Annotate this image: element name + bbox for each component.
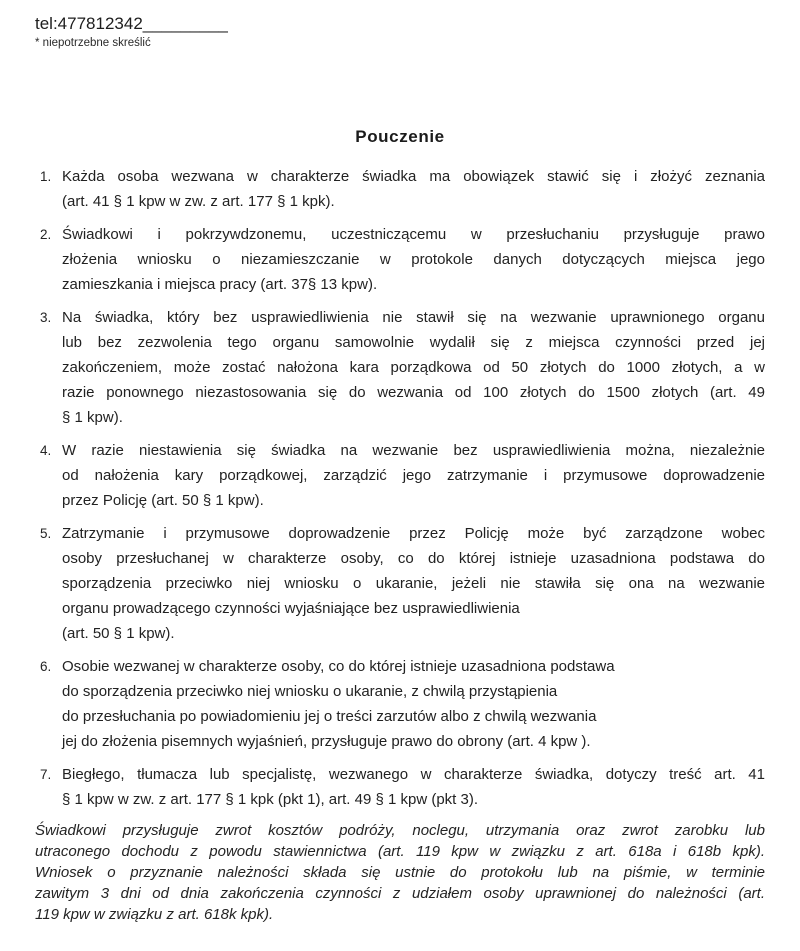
item-line: § 1 kpw).: [62, 409, 123, 426]
item-body: [62, 305, 765, 430]
list-item-7: [40, 762, 765, 812]
item-line: zamieszkania i miejsca pracy (art. 37§ 13 kpw).: [62, 276, 378, 293]
item-line: razie ponownego niezastosowania się do wezwania od 100 złotych do 1500 złotych (art. 49: [62, 384, 765, 401]
list-item-2: [40, 222, 765, 297]
item-number: 3.: [40, 310, 52, 325]
item-line: Biegłego, tłumacza lub specjalistę, wezwanego w charakterze świadka, dotyczy treść art. 41: [62, 766, 765, 783]
strike-footnote: * niepotrzebne skreślić: [35, 37, 151, 49]
item-line: Osobie wezwanej w charakterze osoby, co do której istnieje uzasadniona podstawa: [62, 658, 615, 675]
item-line: do sporządzenia przeciwko niej wniosku o ukaranie, z chwilą przystąpienia: [62, 683, 558, 700]
item-number: 1.: [40, 169, 52, 184]
item-line: (art. 41 § 1 kpw w zw. z art. 177 § 1 kpk).: [62, 193, 335, 210]
footer-line: Świadkowi przysługuje zwrot kosztów podróży, noclegu, utrzymania oraz zwrot zarobku lub: [35, 822, 765, 839]
tel-line: tel:477812342_________: [35, 14, 228, 33]
item-body: [62, 521, 765, 646]
item-line: złożenia wniosku o niezamieszczanie w protokole danych dotyczących miejsca jego: [62, 251, 765, 268]
item-line: Na świadka, który bez usprawiedliwienia nie stawił się na wezwanie uprawnionego organu: [62, 309, 765, 326]
footer-line: Wniosek o przyznanie należności składa się ustnie do protokołu lub na piśmie, w terminie: [35, 864, 765, 881]
item-body: [62, 654, 765, 754]
item-number: 2.: [40, 227, 52, 242]
list-item-6: [40, 654, 765, 754]
list-item-4: [40, 438, 765, 513]
footer-line: utraconego dochodu z powodu stawiennictwa (art. 119 kpw w związku z art. 618a i 618b kpk).: [35, 843, 765, 860]
footer-paragraph: [35, 820, 765, 925]
item-line: do przesłuchania po powiadomieniu jej o treści zarzutów albo z chwilą wezwania: [62, 708, 597, 725]
item-line: § 1 kpw w zw. z art. 177 § 1 kpk (pkt 1), art. 49 § 1 kpw (pkt 3).: [62, 791, 479, 808]
item-number: 4.: [40, 443, 52, 458]
page-title: Pouczenie: [355, 127, 445, 146]
list-item-1: [40, 164, 765, 214]
item-body: [62, 438, 765, 513]
item-line: Świadkowi i pokrzywdzonemu, uczestniczącemu w przesłuchaniu przysługuje prawo: [62, 226, 765, 243]
item-body: [62, 222, 765, 297]
item-body: [62, 164, 765, 214]
item-body: [62, 762, 765, 812]
footer-line: zawitym 3 dni od dnia zakończenia czynności z udziałem osoby uprawnionej do należności (art.: [35, 885, 765, 902]
list-item-3: [40, 305, 765, 430]
list-item-5: [40, 521, 765, 646]
item-line: W razie niestawienia się świadka na wezwanie bez usprawiedliwienia można, niezależnie: [62, 442, 765, 459]
item-line: osoby przesłuchanej w charakterze osoby, co do której istnieje uzasadniona podstawa do: [62, 550, 765, 567]
footer-line: 119 kpw w związku z art. 618k kpk).: [35, 906, 274, 923]
pouczenie-list: [40, 164, 765, 812]
item-number: 5.: [40, 526, 52, 541]
item-number: 6.: [40, 659, 52, 674]
item-line: sporządzenia przeciwko niej wniosku o ukaranie, jeżeli nie stawiła się ona na wezwanie: [62, 575, 765, 592]
item-line: Zatrzymanie i przymusowe doprowadzenie przez Policję może być zarządzone wobec: [62, 525, 765, 542]
item-line: od nałożenia kary porządkowej, zarządzić jego zatrzymanie i przymusowe doprowadzenie: [62, 467, 765, 484]
item-line: lub bez zezwolenia tego organu samowolnie wydalił się z miejsca czynności przed jej: [62, 334, 765, 351]
item-line: organu prowadzącego czynności wyjaśniające bez usprawiedliwienia: [62, 600, 520, 617]
item-line: przez Policję (art. 50 § 1 kpw).: [62, 492, 264, 509]
item-line: jej do złożenia pisemnych wyjaśnień, przysługuje prawo do obrony (art. 4 kpw ).: [62, 733, 591, 750]
item-line: (art. 50 § 1 kpw).: [62, 625, 175, 642]
item-line: zakończeniem, może zostać nałożona kara porządkowa od 50 złotych do 1000 złotych, a w: [62, 359, 765, 376]
item-line: Każda osoba wezwana w charakterze świadka ma obowiązek stawić się i złożyć zeznania: [62, 168, 765, 185]
item-number: 7.: [40, 767, 52, 782]
